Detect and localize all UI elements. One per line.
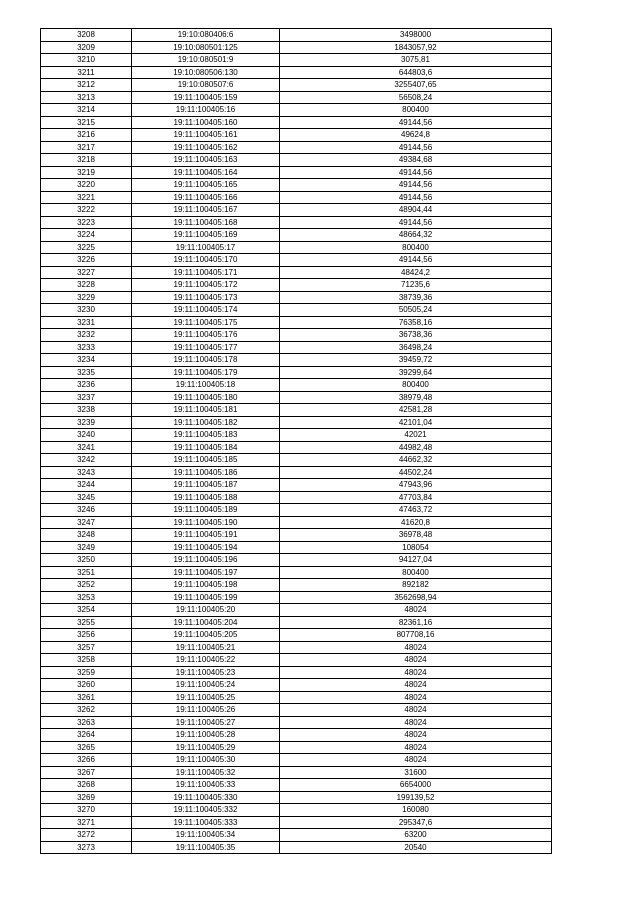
cadastral-number-cell: 19:11:100405:168 [132, 216, 280, 229]
row-number-cell: 3273 [41, 841, 132, 854]
table-row [41, 304, 552, 317]
table-row [41, 179, 552, 192]
table-row [41, 491, 552, 504]
row-number-cell: 3265 [41, 741, 132, 754]
table-row [41, 766, 552, 779]
value-cell: 807708,16 [280, 629, 552, 642]
cadastral-number-cell: 19:11:100405:178 [132, 354, 280, 367]
value-cell: 160080 [280, 804, 552, 817]
table-row [41, 116, 552, 129]
row-number-cell: 3267 [41, 766, 132, 779]
value-cell: 44502,24 [280, 466, 552, 479]
cadastral-number-cell: 19:11:100405:24 [132, 679, 280, 692]
table-row [41, 91, 552, 104]
cadastral-number-cell: 19:11:100405:166 [132, 191, 280, 204]
value-cell: 48664,32 [280, 229, 552, 242]
row-number-cell: 3223 [41, 216, 132, 229]
row-number-cell: 3264 [41, 729, 132, 742]
table-row [41, 241, 552, 254]
cadastral-number-cell: 19:11:100405:199 [132, 591, 280, 604]
cadastral-number-cell: 19:11:100405:163 [132, 154, 280, 167]
value-cell: 48024 [280, 679, 552, 692]
table-row [41, 679, 552, 692]
table-row [41, 429, 552, 442]
cadastral-number-cell: 19:11:100405:165 [132, 179, 280, 192]
cadastral-number-cell: 19:11:100405:17 [132, 241, 280, 254]
table-row [41, 691, 552, 704]
row-number-cell: 3232 [41, 329, 132, 342]
value-cell: 20540 [280, 841, 552, 854]
table-row [41, 416, 552, 429]
cadastral-number-cell: 19:11:100405:29 [132, 741, 280, 754]
cadastral-number-cell: 19:11:100405:188 [132, 491, 280, 504]
cadastral-number-cell: 19:11:100405:35 [132, 841, 280, 854]
cadastral-number-cell: 19:11:100405:159 [132, 91, 280, 104]
table-row [41, 741, 552, 754]
value-cell: 3075,81 [280, 54, 552, 67]
cadastral-number-cell: 19:11:100405:180 [132, 391, 280, 404]
cadastral-number-cell: 19:11:100405:22 [132, 654, 280, 667]
table-row [41, 191, 552, 204]
cadastral-number-cell: 19:11:100405:191 [132, 529, 280, 542]
row-number-cell: 3239 [41, 416, 132, 429]
row-number-cell: 3228 [41, 279, 132, 292]
value-cell: 41620,8 [280, 516, 552, 529]
table-row [41, 316, 552, 329]
value-cell: 47943,96 [280, 479, 552, 492]
row-number-cell: 3248 [41, 529, 132, 542]
value-cell: 892182 [280, 579, 552, 592]
row-number-cell: 3243 [41, 466, 132, 479]
value-cell: 199139,52 [280, 791, 552, 804]
value-cell: 3498000 [280, 29, 552, 42]
table-row [41, 504, 552, 517]
row-number-cell: 3229 [41, 291, 132, 304]
value-cell: 1843057,92 [280, 41, 552, 54]
row-number-cell: 3253 [41, 591, 132, 604]
table-row [41, 204, 552, 217]
value-cell: 295347,6 [280, 816, 552, 829]
table-row [41, 279, 552, 292]
table-row [41, 29, 552, 42]
row-number-cell: 3212 [41, 79, 132, 92]
row-number-cell: 3234 [41, 354, 132, 367]
row-number-cell: 3242 [41, 454, 132, 467]
row-number-cell: 3217 [41, 141, 132, 154]
cadastral-number-cell: 19:11:100405:196 [132, 554, 280, 567]
value-cell: 644803,6 [280, 66, 552, 79]
row-number-cell: 3233 [41, 341, 132, 354]
table-body [41, 29, 552, 854]
cadastral-number-cell: 19:11:100405:181 [132, 404, 280, 417]
row-number-cell: 3247 [41, 516, 132, 529]
cadastral-number-cell: 19:11:100405:21 [132, 641, 280, 654]
row-number-cell: 3208 [41, 29, 132, 42]
value-cell: 50505,24 [280, 304, 552, 317]
value-cell: 94127,04 [280, 554, 552, 567]
document-page [40, 28, 551, 854]
cadastral-number-cell: 19:11:100405:179 [132, 366, 280, 379]
row-number-cell: 3236 [41, 379, 132, 392]
value-cell: 42581,28 [280, 404, 552, 417]
value-cell: 71235,6 [280, 279, 552, 292]
table-row [41, 754, 552, 767]
cadastral-number-cell: 19:11:100405:204 [132, 616, 280, 629]
row-number-cell: 3238 [41, 404, 132, 417]
row-number-cell: 3257 [41, 641, 132, 654]
value-cell: 48024 [280, 704, 552, 717]
row-number-cell: 3214 [41, 104, 132, 117]
table-row [41, 391, 552, 404]
value-cell: 108054 [280, 541, 552, 554]
cadastral-number-cell: 19:11:100405:330 [132, 791, 280, 804]
cadastral-number-cell: 19:11:100405:16 [132, 104, 280, 117]
value-cell: 48024 [280, 754, 552, 767]
row-number-cell: 3260 [41, 679, 132, 692]
table-row [41, 604, 552, 617]
table-row [41, 829, 552, 842]
cadastral-number-cell: 19:11:100405:160 [132, 116, 280, 129]
row-number-cell: 3244 [41, 479, 132, 492]
value-cell: 42101,04 [280, 416, 552, 429]
value-cell: 42021 [280, 429, 552, 442]
value-cell: 49144,56 [280, 216, 552, 229]
value-cell: 39299,64 [280, 366, 552, 379]
row-number-cell: 3235 [41, 366, 132, 379]
table-row [41, 379, 552, 392]
cadastral-number-cell: 19:11:100405:161 [132, 129, 280, 142]
value-cell: 36738,36 [280, 329, 552, 342]
table-row [41, 591, 552, 604]
cadastral-number-cell: 19:11:100405:333 [132, 816, 280, 829]
cadastral-number-cell: 19:11:100405:25 [132, 691, 280, 704]
row-number-cell: 3218 [41, 154, 132, 167]
table-row [41, 554, 552, 567]
value-cell: 800400 [280, 241, 552, 254]
table-row [41, 66, 552, 79]
cadastral-number-cell: 19:11:100405:30 [132, 754, 280, 767]
row-number-cell: 3231 [41, 316, 132, 329]
cadastral-number-cell: 19:11:100405:20 [132, 604, 280, 617]
table-row [41, 291, 552, 304]
row-number-cell: 3209 [41, 41, 132, 54]
cadastral-number-cell: 19:11:100405:185 [132, 454, 280, 467]
table-row [41, 404, 552, 417]
cadastral-number-cell: 19:11:100405:34 [132, 829, 280, 842]
value-cell: 49144,56 [280, 179, 552, 192]
cadastral-number-cell: 19:11:100405:33 [132, 779, 280, 792]
cadastral-number-cell: 19:11:100405:170 [132, 254, 280, 267]
table-row [41, 129, 552, 142]
value-cell: 49624,8 [280, 129, 552, 142]
row-number-cell: 3225 [41, 241, 132, 254]
table-row [41, 104, 552, 117]
cadastral-number-cell: 19:11:100405:184 [132, 441, 280, 454]
cadastral-number-cell: 19:11:100405:167 [132, 204, 280, 217]
cadastral-number-cell: 19:11:100405:198 [132, 579, 280, 592]
cadastral-number-cell: 19:11:100405:32 [132, 766, 280, 779]
cadastral-number-cell: 19:11:100405:177 [132, 341, 280, 354]
value-cell: 48024 [280, 666, 552, 679]
value-cell: 49144,56 [280, 191, 552, 204]
value-cell: 48024 [280, 741, 552, 754]
cadastral-number-cell: 19:10:080507:6 [132, 79, 280, 92]
row-number-cell: 3241 [41, 441, 132, 454]
cadastral-number-cell: 19:10:080501:9 [132, 54, 280, 67]
value-cell: 48024 [280, 729, 552, 742]
cadastral-number-cell: 19:11:100405:186 [132, 466, 280, 479]
cadastral-number-cell: 19:10:080506:130 [132, 66, 280, 79]
cadastral-number-cell: 19:11:100405:187 [132, 479, 280, 492]
cadastral-number-cell: 19:10:080406:6 [132, 29, 280, 42]
row-number-cell: 3240 [41, 429, 132, 442]
value-cell: 48904,44 [280, 204, 552, 217]
value-cell: 76358,16 [280, 316, 552, 329]
cadastral-number-cell: 19:11:100405:190 [132, 516, 280, 529]
table-row [41, 166, 552, 179]
row-number-cell: 3271 [41, 816, 132, 829]
table-row [41, 341, 552, 354]
value-cell: 63200 [280, 829, 552, 842]
row-number-cell: 3220 [41, 179, 132, 192]
row-number-cell: 3254 [41, 604, 132, 617]
row-number-cell: 3266 [41, 754, 132, 767]
value-cell: 48424,2 [280, 266, 552, 279]
value-cell: 800400 [280, 566, 552, 579]
row-number-cell: 3249 [41, 541, 132, 554]
table-row [41, 566, 552, 579]
value-cell: 800400 [280, 104, 552, 117]
cadastral-number-cell: 19:11:100405:205 [132, 629, 280, 642]
cadastral-number-cell: 19:11:100405:175 [132, 316, 280, 329]
cadastral-number-cell: 19:11:100405:171 [132, 266, 280, 279]
value-cell: 36498,24 [280, 341, 552, 354]
value-cell: 49144,56 [280, 141, 552, 154]
table-row [41, 266, 552, 279]
cadastral-number-cell: 19:11:100405:194 [132, 541, 280, 554]
table-row [41, 616, 552, 629]
table-row [41, 641, 552, 654]
table-row [41, 254, 552, 267]
table-row [41, 366, 552, 379]
cadastral-number-cell: 19:11:100405:176 [132, 329, 280, 342]
row-number-cell: 3210 [41, 54, 132, 67]
value-cell: 38979,48 [280, 391, 552, 404]
row-number-cell: 3230 [41, 304, 132, 317]
cadastral-number-cell: 19:11:100405:28 [132, 729, 280, 742]
row-number-cell: 3262 [41, 704, 132, 717]
table-row [41, 516, 552, 529]
value-cell: 48024 [280, 716, 552, 729]
value-cell: 49144,56 [280, 116, 552, 129]
row-number-cell: 3215 [41, 116, 132, 129]
value-cell: 47703,84 [280, 491, 552, 504]
value-cell: 44982,48 [280, 441, 552, 454]
row-number-cell: 3227 [41, 266, 132, 279]
table-row [41, 841, 552, 854]
cadastral-number-cell: 19:11:100405:332 [132, 804, 280, 817]
row-number-cell: 3261 [41, 691, 132, 704]
value-cell: 800400 [280, 379, 552, 392]
value-cell: 48024 [280, 691, 552, 704]
value-cell: 44662,32 [280, 454, 552, 467]
row-number-cell: 3270 [41, 804, 132, 817]
cadastral-number-cell: 19:11:100405:183 [132, 429, 280, 442]
row-number-cell: 3256 [41, 629, 132, 642]
value-cell: 31600 [280, 766, 552, 779]
row-number-cell: 3255 [41, 616, 132, 629]
table-row [41, 529, 552, 542]
cadastral-number-cell: 19:11:100405:172 [132, 279, 280, 292]
value-cell: 38739,36 [280, 291, 552, 304]
row-number-cell: 3226 [41, 254, 132, 267]
value-cell: 6654000 [280, 779, 552, 792]
row-number-cell: 3237 [41, 391, 132, 404]
row-number-cell: 3219 [41, 166, 132, 179]
cadastral-number-cell: 19:11:100405:182 [132, 416, 280, 429]
row-number-cell: 3222 [41, 204, 132, 217]
table-row [41, 216, 552, 229]
table-row [41, 791, 552, 804]
row-number-cell: 3211 [41, 66, 132, 79]
table-row [41, 804, 552, 817]
row-number-cell: 3221 [41, 191, 132, 204]
cadastral-number-cell: 19:10:080501:125 [132, 41, 280, 54]
table-row [41, 579, 552, 592]
table-row [41, 654, 552, 667]
data-table [40, 28, 552, 854]
table-row [41, 229, 552, 242]
table-row [41, 141, 552, 154]
table-row [41, 666, 552, 679]
cadastral-number-cell: 19:11:100405:162 [132, 141, 280, 154]
row-number-cell: 3252 [41, 579, 132, 592]
table-row [41, 779, 552, 792]
cadastral-number-cell: 19:11:100405:26 [132, 704, 280, 717]
row-number-cell: 3272 [41, 829, 132, 842]
cadastral-number-cell: 19:11:100405:164 [132, 166, 280, 179]
value-cell: 36978,48 [280, 529, 552, 542]
value-cell: 3255407,65 [280, 79, 552, 92]
table-row [41, 729, 552, 742]
table-row [41, 454, 552, 467]
row-number-cell: 3259 [41, 666, 132, 679]
cadastral-number-cell: 19:11:100405:174 [132, 304, 280, 317]
value-cell: 82361,16 [280, 616, 552, 629]
row-number-cell: 3213 [41, 91, 132, 104]
value-cell: 48024 [280, 641, 552, 654]
cadastral-number-cell: 19:11:100405:18 [132, 379, 280, 392]
table-row [41, 41, 552, 54]
row-number-cell: 3268 [41, 779, 132, 792]
table-row [41, 329, 552, 342]
value-cell: 47463,72 [280, 504, 552, 517]
value-cell: 39459,72 [280, 354, 552, 367]
value-cell: 56508,24 [280, 91, 552, 104]
value-cell: 3562698,94 [280, 591, 552, 604]
cadastral-number-cell: 19:11:100405:27 [132, 716, 280, 729]
value-cell: 48024 [280, 604, 552, 617]
table-row [41, 716, 552, 729]
cadastral-number-cell: 19:11:100405:173 [132, 291, 280, 304]
table-row [41, 541, 552, 554]
table-row [41, 154, 552, 167]
value-cell: 49144,56 [280, 254, 552, 267]
table-row [41, 354, 552, 367]
row-number-cell: 3250 [41, 554, 132, 567]
row-number-cell: 3251 [41, 566, 132, 579]
row-number-cell: 3245 [41, 491, 132, 504]
row-number-cell: 3224 [41, 229, 132, 242]
table-row [41, 629, 552, 642]
table-row [41, 466, 552, 479]
row-number-cell: 3269 [41, 791, 132, 804]
row-number-cell: 3246 [41, 504, 132, 517]
value-cell: 49144,56 [280, 166, 552, 179]
cadastral-number-cell: 19:11:100405:189 [132, 504, 280, 517]
cadastral-number-cell: 19:11:100405:197 [132, 566, 280, 579]
row-number-cell: 3216 [41, 129, 132, 142]
table-row [41, 704, 552, 717]
row-number-cell: 3258 [41, 654, 132, 667]
table-row [41, 816, 552, 829]
table-row [41, 54, 552, 67]
row-number-cell: 3263 [41, 716, 132, 729]
cadastral-number-cell: 19:11:100405:23 [132, 666, 280, 679]
value-cell: 48024 [280, 654, 552, 667]
table-row [41, 79, 552, 92]
cadastral-number-cell: 19:11:100405:169 [132, 229, 280, 242]
table-row [41, 441, 552, 454]
table-row [41, 479, 552, 492]
value-cell: 49384,68 [280, 154, 552, 167]
